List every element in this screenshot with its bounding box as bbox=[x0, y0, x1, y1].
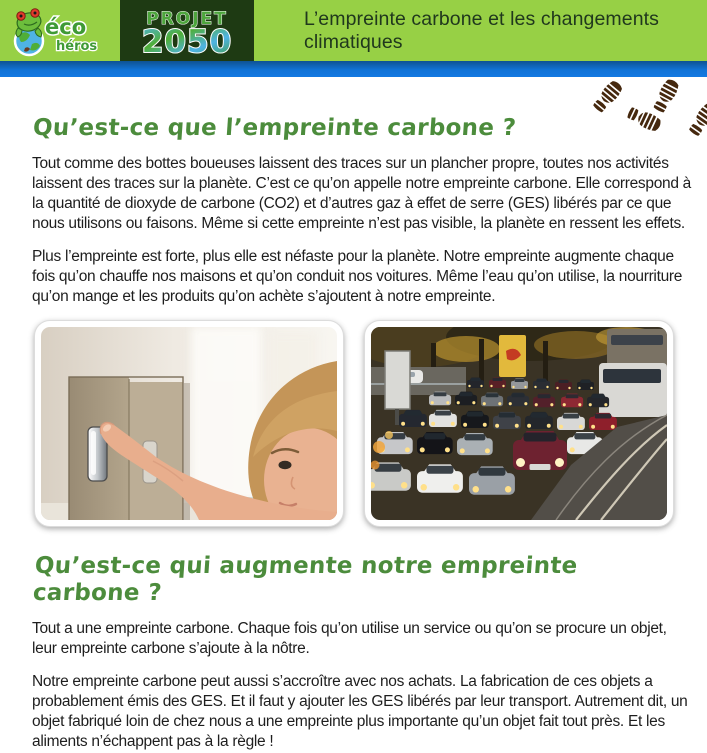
section1-paragraph-1: Tout comme des bottes boueuses laissent des traces sur un plancher propre, toutes nos activités laissent des traces sur la planète. C’est ce qu’on appelle notre empreinte carbone. Elle correspond à la quantité de dioxyde de carbone (CO2) et d’autres gaz à effet de serre (GES) libérés par ce que nous utilisons ou faisons. Même si cette empreinte n’est pas visible, la planète en ressent les effets. bbox=[32, 155, 691, 232]
traffic-jam-photo bbox=[371, 327, 667, 520]
section2-paragraph-2: Notre empreinte carbone peut aussi s’accroître avec nos achats. La fabrication de ces objets a probablement émis des GES. Et il faut y ajouter les GES libérés par leur transport. Autrement dit, un objet fabriqué loin de chez nous a une empreinte plus importante qu’un objet fait tout près. Et les aliments n’échappent pas à la règle ! bbox=[32, 673, 688, 750]
header-title: L’empreinte carbone et les changements climatiques bbox=[304, 7, 660, 53]
section1-heading: Qu’est-ce que l’empreinte carbone ? bbox=[32, 115, 518, 141]
section1-paragraph-2: Plus l’empreinte est forte, plus elle est néfaste pour la planète. Notre empreinte augmente chaque fois qu’on chauffe nos maisons et qu’on conduit nos voitures. Même l’eau qu’on utilise, la nourriture qu’on mange et les produits qu’on achète s’ajoutent à notre empreinte. bbox=[32, 248, 683, 305]
main-content bbox=[0, 77, 707, 752]
blue-divider bbox=[0, 61, 707, 77]
ecoheroes-logo-graphic bbox=[12, 4, 108, 58]
logo-word-heros: héros bbox=[56, 38, 98, 54]
section2-paragraph-1: Tout a une empreinte carbone. Chaque fois qu’on utilise un service ou qu’on se procure un objet, leur empreinte carbone s’ajoute à la nôtre. bbox=[32, 620, 667, 657]
badge-projet-text: PROJET bbox=[146, 9, 228, 29]
figure-frame-traffic bbox=[364, 320, 674, 527]
ecoheroes-logo[interactable] bbox=[0, 0, 120, 61]
project-2050-graphic bbox=[120, 0, 254, 61]
figure-frame-switch bbox=[34, 320, 344, 527]
light-switch-photo bbox=[41, 327, 337, 520]
figures-row bbox=[34, 320, 675, 527]
section2-heading: Qu’est-ce qui augmente notre empreinte carbone ? bbox=[32, 553, 579, 606]
project-2050-badge[interactable] bbox=[120, 0, 254, 61]
logo-word-eco: éco bbox=[45, 14, 87, 39]
header-bar bbox=[0, 0, 707, 61]
badge-2050-text: 2050 bbox=[141, 24, 233, 60]
